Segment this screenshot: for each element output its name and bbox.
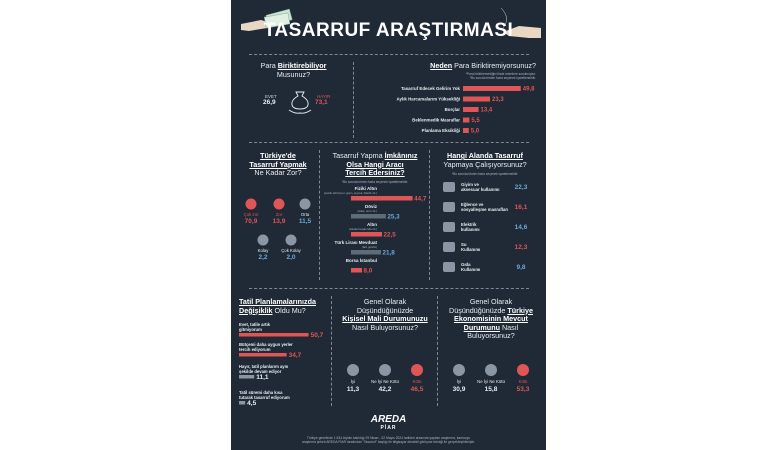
- data-label: 34,7: [288, 352, 302, 359]
- data-label: 70,9: [244, 218, 258, 225]
- chart-category-label: HAYIR: [317, 94, 331, 99]
- category-label: Kullanımı: [461, 267, 481, 272]
- category-label: İyi: [456, 379, 462, 384]
- data-label: 11,3: [346, 386, 360, 393]
- area-icon: [443, 222, 455, 232]
- tool-bar-chart: [323, 186, 429, 280]
- category-label: Çok Kolay: [281, 248, 301, 253]
- bar-category-label: Evet, tatile artık: [239, 322, 270, 327]
- divider: [353, 62, 354, 138]
- footer-line: Türkiye genelinde 1.534 kişinin katıldığı 29 Nisan - 02 Mayıs 2024 tarihleri arasında yapılan araştırma, kamuoyu: [306, 436, 471, 440]
- category-label: Giyim ve: [461, 182, 479, 187]
- face-icon: [485, 364, 497, 376]
- bar: [463, 97, 490, 102]
- category-label: Orta: [300, 212, 310, 217]
- reasons-bar-chart: [371, 82, 541, 138]
- bar-category-label: Altın: [367, 222, 377, 227]
- face-icon: [379, 364, 391, 376]
- data-label: 2,0: [286, 254, 296, 261]
- data-label: 42,2: [378, 386, 392, 393]
- personal-finance-chart: [335, 362, 435, 402]
- bar: [351, 268, 362, 273]
- data-label: 30,9: [452, 386, 466, 393]
- data-label: 25,3: [387, 213, 400, 221]
- category-label: sosyalleşme masrafları: [461, 207, 509, 212]
- data-label: 53,3: [516, 386, 530, 393]
- bar: [351, 214, 386, 219]
- bar-category-label: tercih ediyorum: [239, 347, 271, 352]
- bar-category-label: Döviz: [364, 204, 377, 209]
- data-label: 22,5: [383, 231, 396, 239]
- note: *Bu soruda birden fazla seçenek işaretlenebilir.: [451, 172, 519, 176]
- data-label: 2,2: [258, 254, 268, 261]
- economy-question: Genel Olarak Düşündüğünüzde Türkiye Ekonomisinin Mevcut Durumunu Nasıl Buluyorsunuz?: [449, 297, 533, 340]
- personal-finance-question: Genel Olarak Düşündüğünüzde Kişisel Mali Durumunuzu Nasıl Buluyorsunuz?: [342, 297, 428, 332]
- face-icon: [258, 235, 269, 246]
- bar-category-label: Aylık Harcamalarım Yüksekliği: [396, 96, 460, 102]
- category-label: Eğlence ve: [461, 202, 484, 207]
- face-icon: [453, 364, 465, 376]
- bar-sub-label: (yastık altı/ziynet, gram, çeyrek, bilezik vb.): [323, 191, 377, 195]
- infographic-poster: [231, 0, 546, 450]
- data-label: 49,8: [522, 86, 535, 93]
- face-icon: [246, 199, 257, 210]
- bar: [463, 86, 521, 91]
- data-label: 73,1: [315, 99, 328, 106]
- logo-sub: PİAR: [380, 425, 397, 431]
- logo: [351, 414, 426, 431]
- bar-category-label: Bütçemi daha uygun yerler: [239, 342, 293, 347]
- holiday-question: Tatil Planlamalarınızda Değişiklik Oldu Mu?: [239, 297, 316, 315]
- data-label: 13,9: [272, 218, 286, 225]
- category-label: Kötü: [412, 379, 422, 384]
- bar-sub-label: (banka hesabında vb.): [349, 227, 377, 231]
- data-label: 5,0: [470, 128, 480, 135]
- savings-question: Para Biriktirebiliyor Musunuz?: [260, 61, 327, 79]
- category-label: Kullanımı: [461, 247, 481, 252]
- data-label: 13,4: [480, 107, 493, 114]
- data-label: 11,1: [256, 374, 269, 381]
- divider: [319, 150, 320, 280]
- area-icon: [443, 182, 455, 192]
- data-label: 50,7: [310, 332, 324, 339]
- category-label: Zor: [275, 212, 283, 217]
- tool-question: Tasarruf Yapma İmkânınız Olsa Hangi Aracı Tercih Edersiniz?: [332, 151, 418, 177]
- data-label: 14,6: [514, 224, 528, 231]
- bar-sub-label: (faiz getirisi): [361, 245, 377, 249]
- face-icon: [517, 364, 529, 376]
- bar: [239, 333, 309, 337]
- divider: [429, 150, 430, 280]
- category-label: Kolay: [257, 248, 269, 253]
- bar: [239, 353, 287, 357]
- why-not-question: Neden Para Biriktiremiyorsunuz?: [430, 61, 536, 70]
- bar: [463, 128, 469, 133]
- bar-category-label: Hayır, tatil planlarım aynı: [239, 364, 289, 369]
- divider: [249, 54, 529, 55]
- bar-category-label: Türk Lirası Mevduat: [334, 240, 377, 245]
- data-label: 44,7: [414, 195, 427, 203]
- bar-category-label: gitmiyorum: [239, 327, 262, 332]
- logo-text: AREDA: [370, 414, 407, 425]
- category-label: Gıda: [461, 262, 471, 267]
- bar-category-label: şekilde devam ediyor: [239, 369, 282, 374]
- money-bag-hand-icon: [287, 88, 313, 116]
- data-label: 23,3: [492, 97, 504, 104]
- economy-chart: [441, 362, 541, 402]
- divider: [249, 142, 529, 143]
- bar: [351, 250, 381, 255]
- face-icon: [347, 364, 359, 376]
- data-label: 5,5: [471, 118, 480, 125]
- chart-category-label: EVET: [265, 94, 277, 99]
- data-label: 26,9: [263, 99, 276, 106]
- data-label: 8,0: [363, 267, 373, 275]
- bar-category-label: Tasarruf Edecek Gelirim Yok: [400, 86, 460, 91]
- data-label: 22,3: [514, 184, 528, 191]
- page-title: TASARRUF ARAŞTIRMASI: [263, 20, 514, 41]
- face-icon: [274, 199, 285, 210]
- bar: [239, 401, 245, 405]
- category-label: Su: [461, 242, 467, 247]
- category-label: kullanımı: [461, 227, 480, 232]
- bar: [351, 196, 413, 201]
- bar-sub-label: (dolar, euro vb.): [357, 209, 377, 213]
- face-icon: [300, 199, 311, 210]
- bar-category-label: tutarak tasarruf ediyorum: [239, 395, 290, 400]
- bar-category-label: Tatil süremi daha kısa: [239, 390, 283, 395]
- bar-category-label: Borsa İstanbul: [345, 258, 377, 263]
- data-label: 9,8: [516, 264, 526, 271]
- bar-category-label: Borçlar: [444, 107, 460, 112]
- note: *Bu soruda birden fazla seçenek işaretlenebilir.: [469, 76, 536, 80]
- note: *Para biriktiremediğini ifade edenlere sorulmuştur.: [465, 72, 536, 76]
- category-label: Elektrik: [461, 222, 477, 227]
- divider: [437, 296, 438, 406]
- category-label: aksesuar kullanımı: [461, 187, 500, 192]
- bar: [351, 232, 382, 237]
- face-icon: [411, 364, 423, 376]
- data-label: 4,5: [247, 400, 257, 407]
- data-label: 15,8: [484, 386, 498, 393]
- note: *Bu soruda birden fazla seçenek işaretlenebilir.: [341, 180, 409, 184]
- bar-category-label: Planlama Eksikliği: [421, 128, 460, 133]
- area-question: Hangi Alanda Tasarruf Yapmaya Çalışıyorsunuz?: [443, 151, 527, 169]
- bar: [239, 375, 254, 379]
- area-chart: [433, 178, 537, 282]
- data-label: 12,3: [514, 244, 528, 251]
- data-label: 21,8: [382, 249, 395, 257]
- category-label: İyi: [350, 379, 356, 384]
- footer-line: araştırma şirketi AREDA PİAR tarafından "Tasarruf" başlığı ile bilgisayar destekli görüşme tekniği ile gerçekleştirilmiştir.: [302, 440, 475, 444]
- area-icon: [443, 242, 455, 252]
- difficulty-question: Türkiye'de Tasarruf Yapmak Ne Kadar Zor?: [249, 151, 307, 177]
- area-icon: [443, 202, 455, 212]
- data-label: 16,1: [514, 204, 528, 211]
- category-label: Ne İyi Ne Kötü: [477, 379, 505, 384]
- category-label: Ne İyi Ne Kötü: [371, 379, 399, 384]
- difficulty-faces-chart: [241, 196, 317, 274]
- bar-category-label: Beklenmedik Masraflar: [412, 117, 460, 123]
- divider: [249, 288, 529, 289]
- holiday-bar-chart: [239, 320, 331, 412]
- bar: [463, 107, 479, 112]
- category-label: Çok zor: [243, 212, 259, 217]
- area-icon: [443, 262, 455, 272]
- face-icon: [286, 235, 297, 246]
- data-label: 11,5: [298, 218, 312, 225]
- data-label: 46,5: [410, 386, 424, 393]
- bar: [463, 118, 469, 123]
- bar-category-label: Fiziki Altın: [354, 186, 377, 191]
- category-label: Kötü: [518, 379, 528, 384]
